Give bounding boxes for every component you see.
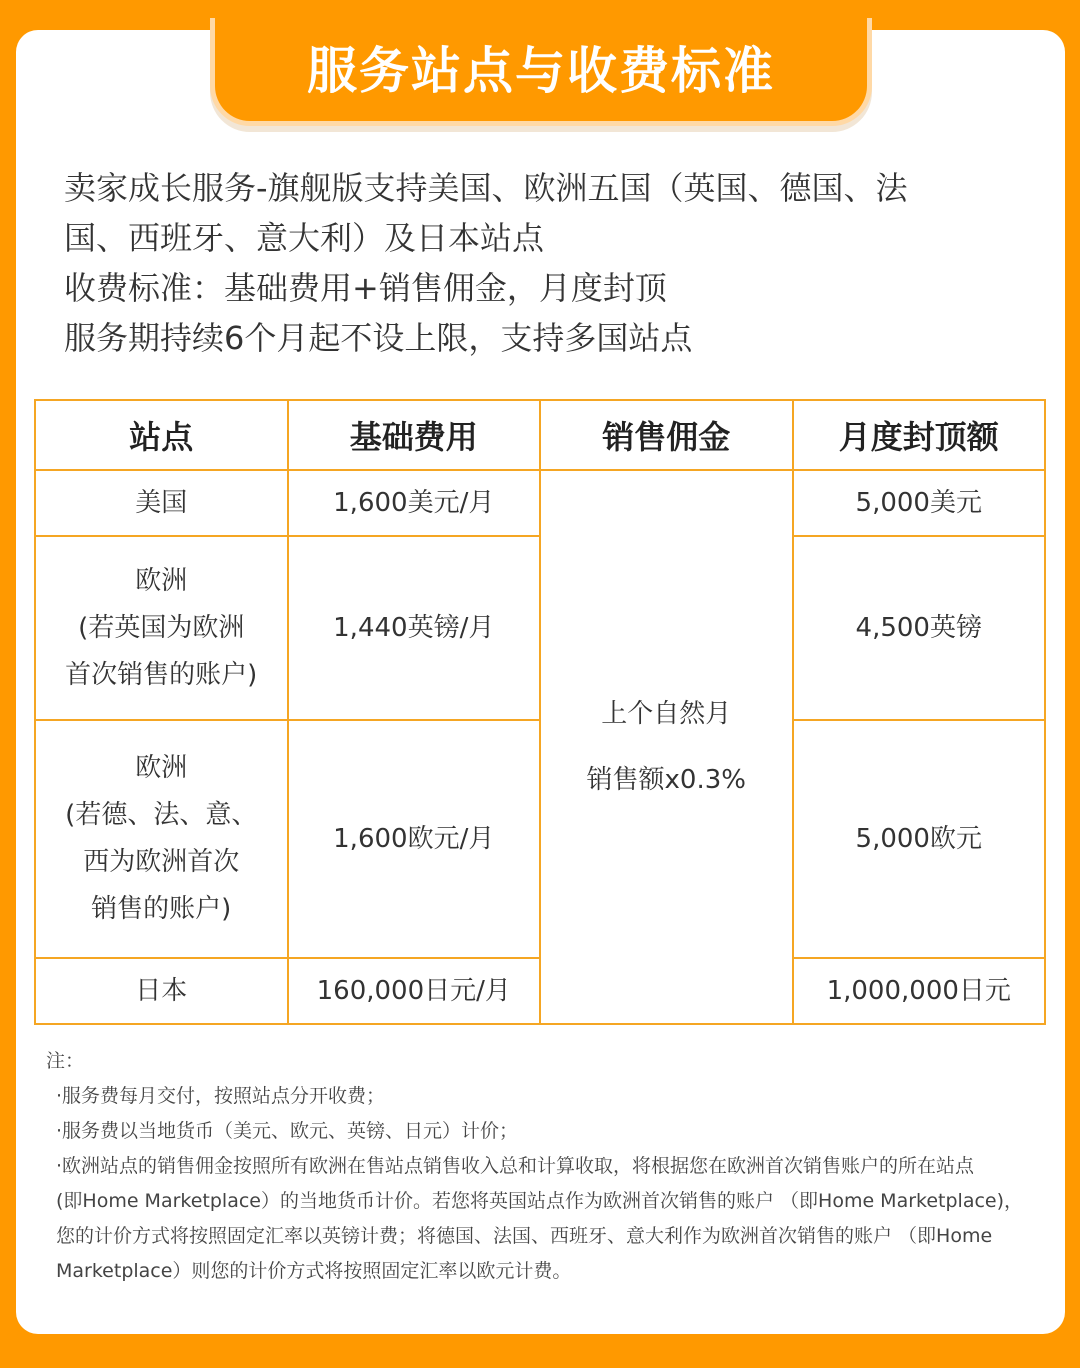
commission-line-2: 销售额x0.3% — [586, 765, 746, 795]
title-banner — [210, 18, 872, 126]
intro-line: 收费标准：基础费用+销售佣金，月度封顶 — [64, 269, 667, 307]
cap-cell: 4,500英镑 — [793, 536, 1046, 720]
cap-cell: 5,000美元 — [793, 470, 1046, 536]
table-row — [35, 470, 1045, 536]
note-line: ·服务费以当地货币（美元、欧元、英镑、日元）计价； — [56, 1120, 519, 1142]
site-line: 销售的账户) — [91, 894, 232, 924]
notes-heading: 注： — [46, 1050, 85, 1072]
site-line: 欧洲 — [135, 565, 188, 596]
note-line: (即Home Marketplace）的当地货币计价。若您将英国站点作为欧洲首次销售的账户 （即Home Marketplace)， — [56, 1190, 1024, 1212]
intro-line: 服务期持续6个月起不设上限，支持多国站点 — [64, 319, 693, 357]
site-cell — [35, 958, 288, 1024]
note-line: Marketplace）则您的计价方式将按照固定汇率以欧元计费。 — [56, 1260, 572, 1282]
intro-line: 国、西班牙、意大利）及日本站点 — [64, 219, 545, 257]
site-line: 欧洲 — [135, 753, 188, 783]
base-fee-cell: 1,440英镑/月 — [288, 536, 541, 720]
intro-text — [64, 163, 1034, 363]
notes-section — [46, 1044, 1036, 1289]
commission-cell — [540, 470, 793, 1024]
site-line: 西为欧洲首次 — [83, 847, 240, 877]
site-line: (若英国为欧洲 — [78, 612, 245, 643]
site-line: 日本 — [135, 975, 188, 1006]
cap-cell: 1,000,000日元 — [793, 958, 1046, 1024]
site-cell — [35, 536, 288, 720]
commission-line-1: 上个自然月 — [601, 699, 732, 729]
base-fee-cell: 1,600欧元/月 — [288, 720, 541, 958]
note-line: ·欧洲站点的销售佣金按照所有欧洲在售站点销售收入总和计算收取，将根据您在欧洲首次销售账户的所在站点 — [56, 1155, 975, 1177]
header-monthly-cap: 月度封顶额 — [793, 400, 1046, 470]
site-line: 美国 — [135, 487, 188, 518]
intro-line: 卖家成长服务-旗舰版支持美国、欧洲五国（英国、德国、法 — [64, 169, 908, 207]
table-header-row — [35, 400, 1045, 470]
base-fee-cell: 160,000日元/月 — [288, 958, 541, 1024]
page-title: 服务站点与收费标准 — [307, 41, 775, 100]
site-cell — [35, 720, 288, 958]
base-fee-cell: 1,600美元/月 — [288, 470, 541, 536]
site-line: 首次销售的账户) — [65, 659, 258, 690]
header-site: 站点 — [35, 400, 288, 470]
header-base-fee: 基础费用 — [288, 400, 541, 470]
note-line: 您的计价方式将按照固定汇率以英镑计费；将德国、法国、西班牙、意大利作为欧洲首次销售的账户 （即Home — [56, 1225, 993, 1247]
note-line: ·服务费每月交付，按照站点分开收费； — [56, 1085, 386, 1107]
cap-cell: 5,000欧元 — [793, 720, 1046, 958]
site-cell — [35, 470, 288, 536]
site-line: (若德、法、意、 — [65, 800, 258, 830]
header-commission: 销售佣金 — [540, 400, 793, 470]
fee-table — [34, 399, 1046, 1025]
